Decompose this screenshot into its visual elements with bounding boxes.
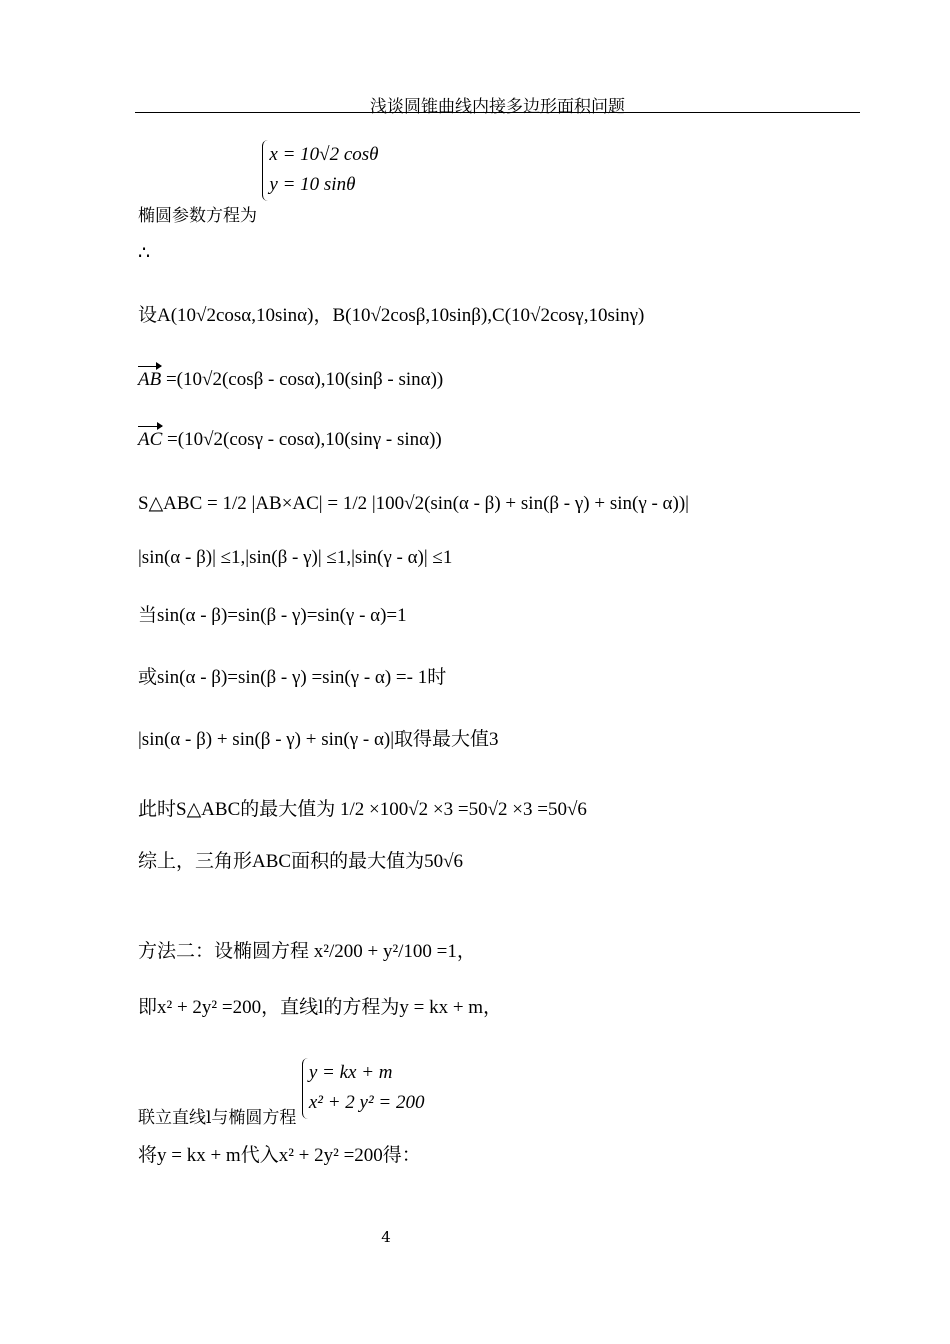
param-system	[262, 140, 378, 201]
area-maximum: 此时S△ABC的最大值为 1/2 ×100√2 ×3 =50√2 ×3 =50√6	[138, 799, 587, 820]
joint-eq-2: x² + 2 y² = 200	[308, 1092, 425, 1114]
ab-vector-value: =(10√2(cosβ - cosα),10(sinβ - sinα))	[165, 369, 444, 390]
page-header: 浅谈圆锥曲线内接多边形面积问题	[370, 97, 625, 117]
ab-vector: AB	[138, 369, 162, 390]
joint-eq-1: y = kx + m	[308, 1062, 393, 1083]
param-y: y = 10 sinθ	[269, 174, 356, 196]
page-number: 4	[381, 1228, 391, 1246]
line-equation: 即x² + 2y² =200，直线l的方程为y = kx + m，	[138, 997, 503, 1018]
therefore-symbol: ∴	[138, 243, 151, 264]
joint-system	[302, 1058, 425, 1119]
set-points: 设A(10√2cosα,10sinα)，B(10√2cosβ,10sinβ),C(10√2cosγ,10sinγ)	[138, 305, 645, 326]
conclusion: 综上，三角形ABC面积的最大值为50√6	[138, 851, 463, 872]
header-rule	[135, 112, 860, 113]
method-two: 方法二：设椭圆方程 x²/200 + y²/100 =1，	[138, 941, 476, 962]
ac-vector-value: =(10√2(cosγ - cosα),10(sinγ - sinα))	[167, 429, 442, 450]
param-label: 椭圆参数方程为	[138, 205, 257, 226]
or-condition: 或sin(α - β)=sin(β - γ) =sin(γ - α) =- 1时	[138, 667, 447, 688]
ac-vector-line	[138, 430, 442, 449]
ac-vector: AC	[138, 429, 163, 450]
area-formula: S△ABC = 1/2 |AB×AC| = 1/2 |100√2(sin(α - β) + sin(β - γ) + sin(γ - α))|	[138, 493, 689, 514]
sine-bounds: |sin(α - β)| ≤1,|sin(β - γ)| ≤1,|sin(γ - α)| ≤1	[138, 547, 453, 568]
ab-vector-line	[138, 370, 443, 389]
joint-label: 联立直线l与椭圆方程	[138, 1107, 297, 1128]
joint-equations	[138, 1058, 425, 1128]
substitute: 将y = kx + m代入x² + 2y² =200得：	[138, 1145, 421, 1166]
when-condition: 当sin(α - β)=sin(β - γ)=sin(γ - α)=1	[138, 605, 407, 626]
param-x: x = 10√2 cosθ	[269, 144, 379, 165]
param-equation	[138, 140, 379, 226]
max-value-3: |sin(α - β) + sin(β - γ) + sin(γ - α)|取得最大值3	[138, 729, 499, 750]
